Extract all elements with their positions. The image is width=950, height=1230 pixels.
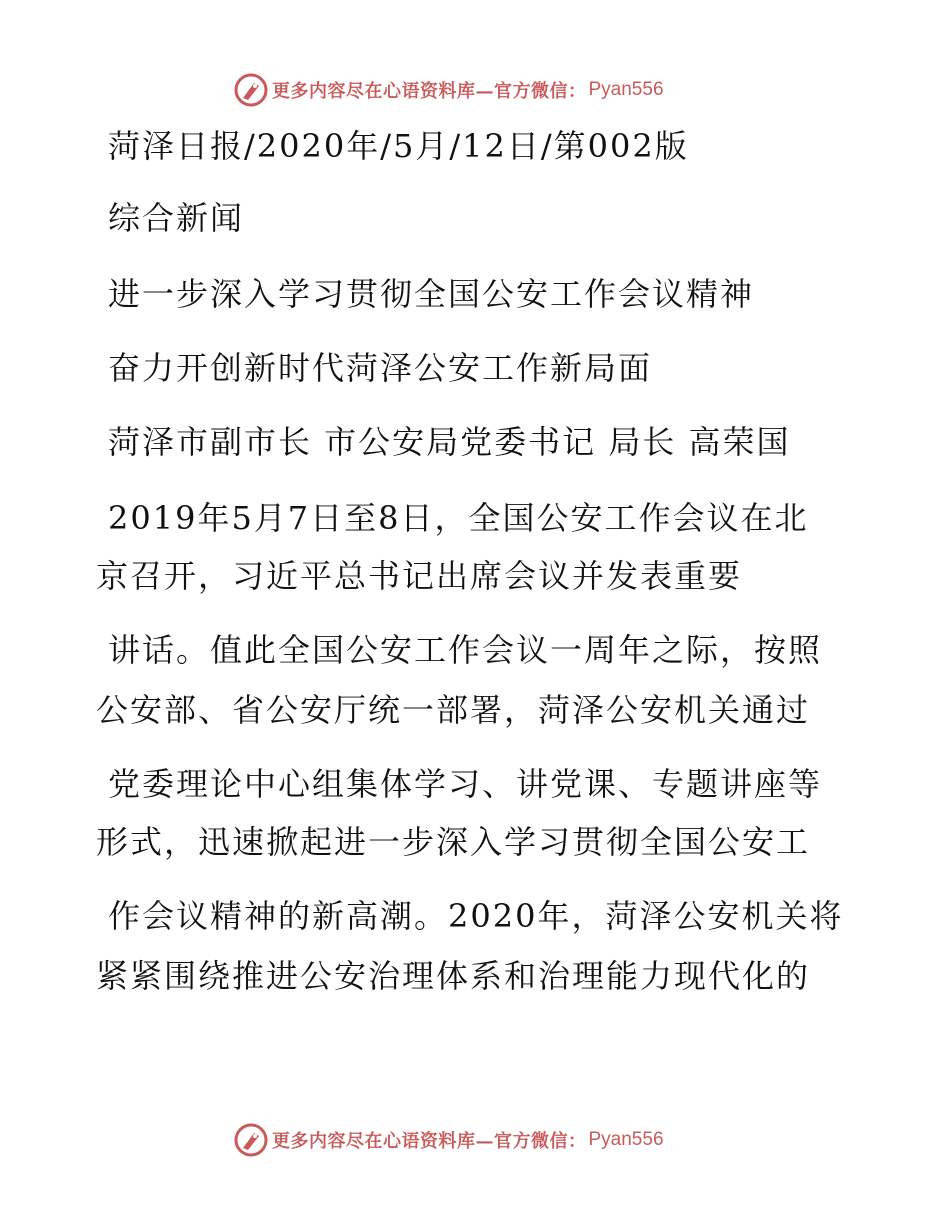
body-line: 作会议精神的新高潮。2020年，菏泽公安机关将 bbox=[108, 897, 844, 935]
body-line: 公安部、省公安厅统一部署，菏泽公安机关通过 bbox=[96, 691, 811, 729]
section-label: 综合新闻 bbox=[108, 199, 245, 237]
body-line: 党委理论中心组集体学习、讲党课、专题讲座等 bbox=[108, 765, 823, 803]
body-line: 讲话。值此全国公安工作会议一周年之际，按照 bbox=[108, 631, 823, 669]
watermark-text: 更多内容尽在心语资料库—官方微信： bbox=[272, 1131, 587, 1152]
body-line: 2019年5月7日至8日，全国公安工作会议在北 bbox=[108, 499, 809, 537]
header-watermark bbox=[234, 72, 664, 108]
pen-nib-logo-icon bbox=[234, 1123, 268, 1157]
watermark-id: Pyan556 bbox=[588, 1129, 664, 1150]
source-line: 菏泽日报/2020年/5月/12日/第002版 bbox=[108, 127, 689, 165]
pen-nib-logo-icon bbox=[234, 73, 268, 107]
body-line: 形式，迅速掀起进一步深入学习贯彻全国公安工 bbox=[96, 823, 811, 861]
byline: 菏泽市副市长 市公安局党委书记 局长 高荣国 bbox=[108, 423, 791, 461]
body-line: 紧紧围绕推进公安治理体系和治理能力现代化的 bbox=[96, 957, 811, 995]
headline-secondary: 奋力开创新时代菏泽公安工作新局面 bbox=[108, 349, 653, 387]
footer-watermark bbox=[234, 1122, 664, 1158]
watermark-id: Pyan556 bbox=[588, 79, 664, 100]
headline-primary: 进一步深入学习贯彻全国公安工作会议精神 bbox=[108, 275, 755, 313]
body-line: 京召开，习近平总书记出席会议并发表重要 bbox=[96, 557, 743, 595]
watermark-text: 更多内容尽在心语资料库—官方微信： bbox=[272, 81, 587, 102]
